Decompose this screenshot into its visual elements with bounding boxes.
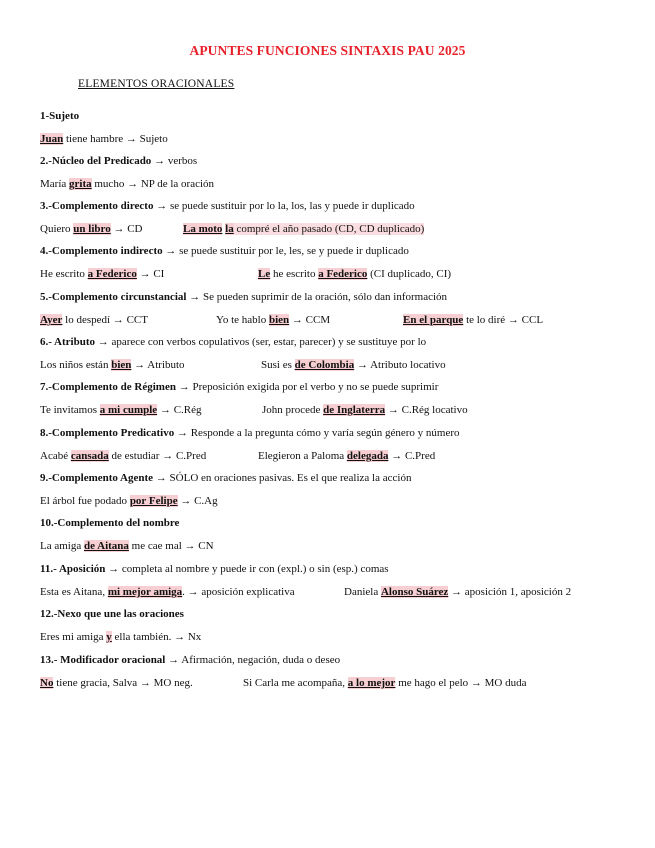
- highlight: por Felipe: [129, 495, 178, 507]
- example-text: La amiga: [40, 540, 84, 552]
- heading-text: 6.- Atributo: [40, 336, 95, 348]
- heading-complemento-indirecto: [40, 244, 409, 258]
- example-text: → aposición 1, aposición 2: [448, 586, 572, 598]
- example-2: [258, 267, 451, 281]
- example-text: compré el año pasado (CD, CD duplicado): [233, 223, 425, 235]
- example-text: Eres mi amiga: [40, 631, 107, 643]
- highlight: de Inglaterra: [323, 404, 386, 416]
- definition-text: → se puede sustituir por lo la, los, las y puede ir duplicado: [153, 200, 415, 212]
- definition-text: → se puede sustituir por le, les, se y puede ir duplicado: [162, 245, 409, 257]
- example-1: [40, 676, 193, 690]
- example-2: [258, 449, 435, 463]
- example-text: Te invitamos: [40, 404, 100, 416]
- example-text: → Atributo locativo: [354, 359, 446, 371]
- example-3: [403, 313, 543, 327]
- highlight: a lo mejor: [347, 677, 396, 689]
- highlight: grita: [69, 178, 92, 190]
- highlight: mi mejor amiga: [107, 586, 183, 598]
- heading-text: 13.- Modificador oracional: [40, 654, 166, 666]
- example-text: Esta es Aitana,: [40, 586, 108, 598]
- example-text: me hago el pelo → MO duda: [395, 677, 527, 689]
- example-1: [40, 267, 164, 281]
- example-text: de estudiar → C.Pred: [108, 450, 207, 462]
- example-text: Quiero: [40, 223, 74, 235]
- example-text: John procede: [262, 404, 324, 416]
- section-subtitle: ELEMENTOS ORACIONALES: [78, 78, 235, 90]
- highlight: No: [40, 677, 54, 689]
- highlight: a Federico: [87, 268, 137, 280]
- heading-text: 1-Sujeto: [40, 110, 80, 122]
- highlight: bien: [268, 314, 290, 326]
- example-text: He escrito: [40, 268, 88, 280]
- highlight: y: [106, 631, 112, 643]
- example-text: (CI duplicado, CI): [367, 268, 452, 280]
- example-text: Elegieron a Paloma: [258, 450, 347, 462]
- example-text: Susi es: [261, 359, 295, 371]
- heading-atributo: [40, 335, 426, 349]
- example-text: ella también. → Nx: [111, 631, 202, 643]
- highlight: En el parque: [403, 314, 464, 326]
- example-1: [40, 222, 142, 236]
- example-text: María: [40, 178, 70, 190]
- example-text: El árbol fue podado: [40, 495, 130, 507]
- highlight: bien: [111, 359, 132, 371]
- example-1: [40, 585, 295, 599]
- highlight: un libro: [73, 223, 111, 235]
- heading-text: 3.-Complemento directo: [40, 200, 154, 212]
- example-text: tiene hambre → Sujeto: [63, 133, 168, 145]
- example-2: [243, 676, 527, 690]
- heading-text: 11.- Aposición: [40, 563, 106, 575]
- highlight: Juan: [40, 133, 64, 145]
- example-text: lo despedí → CCT: [62, 314, 148, 326]
- highlight: Ayer: [40, 314, 63, 326]
- heading-sujeto: [40, 109, 79, 123]
- heading-modificador-oracional: [40, 653, 340, 667]
- example-text: mucho → NP de la oración: [91, 178, 215, 190]
- highlight: cansada: [70, 450, 109, 462]
- heading-aposicion: [40, 562, 389, 576]
- heading-text: 7.-Complemento de Régimen: [40, 381, 176, 393]
- example-1: [40, 449, 206, 463]
- highlight: delegada: [346, 450, 389, 462]
- highlight: a Federico: [318, 268, 368, 280]
- example-1: [40, 358, 185, 372]
- heading-complemento-directo: [40, 199, 415, 213]
- heading-text: 4.-Complemento indirecto: [40, 245, 163, 257]
- example-nexo: [40, 630, 201, 644]
- heading-text: 5.-Complemento circunstancial: [40, 291, 187, 303]
- heading-complemento-circunstancial: [40, 290, 447, 304]
- example-text: → C.Rég locativo: [385, 404, 468, 416]
- example-nucleo-predicado: [40, 177, 214, 191]
- example-sujeto: [40, 132, 168, 146]
- heading-text: 2.-Núcleo del Predicado: [40, 155, 152, 167]
- example-text: → CD: [110, 223, 143, 235]
- highlight: de Aitana: [83, 540, 129, 552]
- heading-complemento-agente: [40, 471, 411, 485]
- highlight: Alonso Suárez: [380, 586, 449, 598]
- example-2: [262, 403, 468, 417]
- definition-text: → Se pueden suprimir de la oración, sólo dan información: [186, 291, 448, 303]
- heading-nucleo-predicado: [40, 154, 197, 168]
- example-text: → C.Rég: [157, 404, 202, 416]
- example-text: he escrito: [270, 268, 319, 280]
- example-text: . → aposición explicativa: [182, 586, 295, 598]
- highlight: La moto: [183, 223, 223, 235]
- example-text: → CI: [136, 268, 165, 280]
- heading-text: 12.-Nexo que une las oraciones: [40, 608, 184, 620]
- example-text: me cae mal → CN: [128, 540, 214, 552]
- example-text: → Atributo: [131, 359, 185, 371]
- definition-text: → Afirmación, negación, duda o deseo: [165, 654, 341, 666]
- example-text: → CCM: [289, 314, 331, 326]
- example-text: → C.Ag: [177, 495, 218, 507]
- highlight: Le: [258, 268, 271, 280]
- example-1: [40, 403, 202, 417]
- example-text: → C.Pred: [388, 450, 436, 462]
- example-text: Si Carla me acompaña,: [243, 677, 348, 689]
- example-complemento-nombre: [40, 539, 214, 553]
- example-2: [216, 313, 330, 327]
- highlight: de Colombia: [294, 359, 355, 371]
- example-2: [183, 222, 424, 236]
- heading-text: 9.-Complemento Agente: [40, 472, 154, 484]
- example-text: Daniela: [344, 586, 381, 598]
- highlight: la: [225, 223, 234, 235]
- example-1: [40, 313, 148, 327]
- page-title: APUNTES FUNCIONES SINTAXIS PAU 2025: [189, 43, 466, 58]
- example-2: [261, 358, 446, 372]
- example-text: te lo diré → CCL: [463, 314, 544, 326]
- heading-complemento-nombre: [40, 516, 179, 530]
- heading-complemento-regimen: [40, 380, 438, 394]
- heading-complemento-predicativo: [40, 426, 460, 440]
- definition-text: → Responde a la pregunta cómo y varía según género y número: [174, 427, 460, 439]
- example-text: Yo te hablo: [216, 314, 269, 326]
- example-complemento-agente: [40, 494, 218, 508]
- heading-text: 8.-Complemento Predicativo: [40, 427, 175, 439]
- example-text: tiene gracia, Salva → MO neg.: [53, 677, 193, 689]
- heading-nexo: [40, 607, 184, 621]
- definition-text: → completa al nombre y puede ir con (expl.) o sin (esp.) comas: [105, 563, 389, 575]
- definition-text: → aparece con verbos copulativos (ser, estar, parecer) y se sustituye por lo: [95, 336, 427, 348]
- example-text: Acabé: [40, 450, 71, 462]
- example-text: Los niños están: [40, 359, 112, 371]
- definition-text: → SÓLO en oraciones pasivas. Es el que realiza la acción: [153, 472, 412, 484]
- highlight: a mi cumple: [99, 404, 158, 416]
- heading-text: 10.-Complemento del nombre: [40, 517, 180, 529]
- definition-text: → verbos: [151, 155, 198, 167]
- example-2: [344, 585, 571, 599]
- definition-text: → Preposición exigida por el verbo y no se puede suprimir: [175, 381, 439, 393]
